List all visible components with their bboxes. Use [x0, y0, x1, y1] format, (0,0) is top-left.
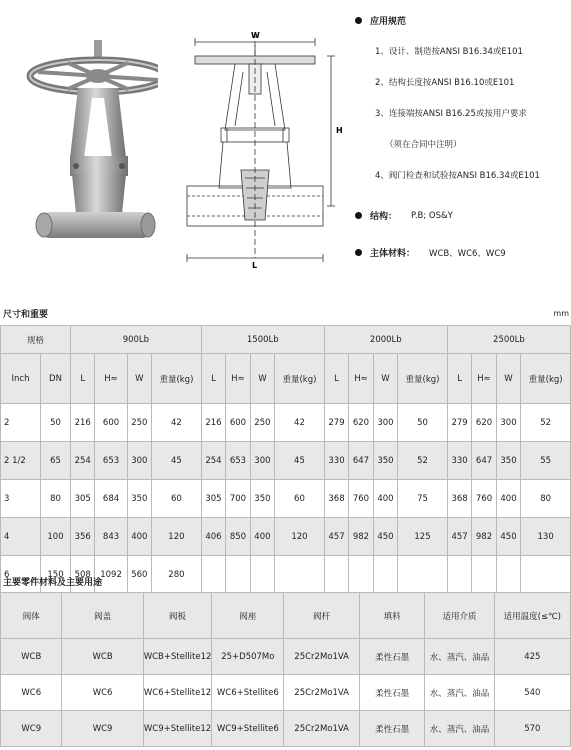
table-cell: 350 [496, 442, 520, 480]
class-header: 900Lb [71, 326, 202, 354]
table-cell: 50 [398, 404, 448, 442]
table-cell: WC9 [62, 711, 143, 747]
table-cell: 25Cr2Mo1VA [284, 639, 360, 675]
table-cell [226, 556, 250, 594]
table-cell: 45 [152, 442, 202, 480]
table-cell: 279 [447, 404, 471, 442]
mat-col-header: 阀座 [212, 593, 284, 639]
col-header: H≈ [95, 354, 127, 404]
table-cell: 125 [398, 518, 448, 556]
table-cell: 600 [95, 404, 127, 442]
table-cell: 356 [71, 518, 95, 556]
table-cell: 508 [71, 556, 95, 594]
size-header: 规格 [1, 326, 71, 354]
spec-item: 2、结构长度按ANSI B16.10或E101 [375, 78, 515, 88]
inch-cell: 3 [1, 480, 41, 518]
unit-label: mm [553, 309, 569, 318]
valve-photo [8, 38, 158, 263]
inch-cell: 2 [1, 404, 41, 442]
structure-row [355, 209, 570, 222]
table-cell: 368 [324, 480, 348, 518]
spec-item: 4、阀门检查和试验按ANSI B16.34或E101 [375, 171, 540, 181]
inch-cell: 4 [1, 518, 41, 556]
table-cell: 368 [447, 480, 471, 518]
table-cell: 760 [472, 480, 496, 518]
table-cell: 216 [201, 404, 225, 442]
table-cell: 843 [95, 518, 127, 556]
table-cell [250, 556, 274, 594]
table-cell: 647 [349, 442, 373, 480]
table-cell: 50 [41, 404, 71, 442]
table-cell: 400 [373, 480, 397, 518]
table-cell: WC9 [1, 711, 62, 747]
table-cell: 45 [275, 442, 325, 480]
table-cell: 330 [324, 442, 348, 480]
material-value: WCB、WC6、WC9 [429, 248, 506, 259]
col-header: W [373, 354, 397, 404]
table-cell: 982 [349, 518, 373, 556]
inch-cell: 6 [1, 556, 41, 594]
table-cell: 982 [472, 518, 496, 556]
table-cell: 水、蒸汽、油品 [425, 639, 494, 675]
class-header: 1500Lb [201, 326, 324, 354]
table-cell: 350 [373, 442, 397, 480]
table-cell: 254 [71, 442, 95, 480]
table-cell [201, 556, 225, 594]
table-cell: 300 [496, 404, 520, 442]
table-cell: 52 [398, 442, 448, 480]
table-cell: 406 [201, 518, 225, 556]
table-cell: 653 [95, 442, 127, 480]
mat-col-header: 适用介质 [425, 593, 494, 639]
table-cell: WC9+Stellite6 [212, 711, 284, 747]
col-header: W [127, 354, 151, 404]
table-cell: WCB [62, 639, 143, 675]
table-cell: 150 [41, 556, 71, 594]
col-header: L [324, 354, 348, 404]
table-cell: 450 [496, 518, 520, 556]
col-header: L [71, 354, 95, 404]
col-header: H≈ [472, 354, 496, 404]
w-dimension-label: W [251, 31, 260, 40]
table-cell: 300 [127, 442, 151, 480]
table-cell: WC9+Stellite12 [143, 711, 212, 747]
table-cell: 25+D507Mo [212, 639, 284, 675]
table-cell [398, 556, 448, 594]
table-row [1, 639, 571, 675]
table-cell: 水、蒸汽、油品 [425, 675, 494, 711]
table-cell: 120 [152, 518, 202, 556]
table-cell: 647 [472, 442, 496, 480]
table-cell: 684 [95, 480, 127, 518]
table-cell: 75 [398, 480, 448, 518]
col-header: 重量(kg) [521, 354, 571, 404]
table-cell: 457 [324, 518, 348, 556]
mat-col-header: 填料 [360, 593, 425, 639]
table-cell [349, 556, 373, 594]
table-cell: 600 [226, 404, 250, 442]
structure-label: 结构： [370, 212, 398, 222]
bullet-icon [355, 17, 362, 24]
l-dimension-label: L [252, 261, 258, 270]
table-cell: 300 [250, 442, 274, 480]
table-cell: 457 [447, 518, 471, 556]
mats-body [1, 639, 571, 747]
table-cell [324, 556, 348, 594]
col-header: H≈ [226, 354, 250, 404]
col-header: 重量(kg) [152, 354, 202, 404]
mat-col-header: 阀杆 [284, 593, 360, 639]
col-header: L [447, 354, 471, 404]
table-cell: 560 [127, 556, 151, 594]
table-cell: 250 [127, 404, 151, 442]
material-label: 主体材料： [370, 249, 416, 259]
dimensions-table [0, 325, 571, 594]
table-cell: 280 [152, 556, 202, 594]
inch-header: Inch [1, 354, 41, 404]
table-cell: 400 [250, 518, 274, 556]
table-cell: WC6+Stellite12 [143, 675, 212, 711]
table-cell: 80 [41, 480, 71, 518]
col-header: 重量(kg) [398, 354, 448, 404]
table-cell: 350 [127, 480, 151, 518]
table-row [1, 518, 571, 556]
table-row [1, 442, 571, 480]
table-cell: 柔性石墨 [360, 675, 425, 711]
structure-value: P.B; OS&Y [411, 210, 453, 221]
col-header: 重量(kg) [275, 354, 325, 404]
table-cell: 130 [521, 518, 571, 556]
material-row [355, 246, 570, 259]
table-cell: 330 [447, 442, 471, 480]
dn-header: DN [41, 354, 71, 404]
table-cell: 305 [71, 480, 95, 518]
table-row [1, 675, 571, 711]
table-cell: 52 [521, 404, 571, 442]
inch-cell: 2 1/2 [1, 442, 41, 480]
dims-section-title: 尺寸和重要 [3, 310, 49, 320]
table-cell: 60 [275, 480, 325, 518]
table-cell: 60 [152, 480, 202, 518]
table-cell: 350 [250, 480, 274, 518]
table-cell: 760 [349, 480, 373, 518]
materials-section-title: 主要零件材料及主要用途 [3, 578, 103, 588]
table-cell: WC6 [62, 675, 143, 711]
table-cell: 620 [472, 404, 496, 442]
spec-note: （须在合同中注明） [385, 140, 462, 150]
mat-col-header: 阀板 [143, 593, 212, 639]
table-cell: WC6+Stellite6 [212, 675, 284, 711]
table-cell: 700 [226, 480, 250, 518]
table-cell: 540 [494, 675, 570, 711]
table-cell: 400 [127, 518, 151, 556]
table-cell [496, 556, 520, 594]
table-cell: 254 [201, 442, 225, 480]
h-dimension-label: H [336, 126, 343, 135]
spec-heading [355, 14, 570, 27]
table-cell: 水、蒸汽、油品 [425, 711, 494, 747]
table-row [1, 480, 571, 518]
valve-drawing [175, 20, 345, 270]
table-cell: 620 [349, 404, 373, 442]
col-header: L [201, 354, 225, 404]
spec-panel [355, 14, 570, 283]
table-cell: 1092 [95, 556, 127, 594]
materials-table [0, 592, 571, 747]
spec-item: 1、设计、制造按ANSI B16.34或E101 [375, 47, 523, 57]
mat-col-header: 适用温度(≤℃) [494, 593, 570, 639]
table-cell [373, 556, 397, 594]
dims-body [1, 404, 571, 594]
table-cell: 120 [275, 518, 325, 556]
table-cell: WCB+Stellite12 [143, 639, 212, 675]
table-cell: 80 [521, 480, 571, 518]
table-cell: 850 [226, 518, 250, 556]
table-cell: 300 [373, 404, 397, 442]
table-cell: 653 [226, 442, 250, 480]
table-cell: 55 [521, 442, 571, 480]
table-cell: WC6 [1, 675, 62, 711]
table-cell: 450 [373, 518, 397, 556]
col-header: W [250, 354, 274, 404]
spec-title: 应用规范 [370, 17, 407, 27]
table-cell: 25Cr2Mo1VA [284, 711, 360, 747]
table-cell: 400 [496, 480, 520, 518]
table-cell: 65 [41, 442, 71, 480]
table-cell: WCB [1, 639, 62, 675]
table-cell [521, 556, 571, 594]
col-header: W [496, 354, 520, 404]
table-row [1, 711, 571, 747]
table-cell [447, 556, 471, 594]
table-cell: 279 [324, 404, 348, 442]
mat-col-header: 阀体 [1, 593, 62, 639]
table-cell: 100 [41, 518, 71, 556]
mat-col-header: 阀盖 [62, 593, 143, 639]
table-cell: 250 [250, 404, 274, 442]
table-cell: 570 [494, 711, 570, 747]
bullet-icon [355, 249, 362, 256]
table-cell [472, 556, 496, 594]
table-cell: 柔性石墨 [360, 711, 425, 747]
class-header: 2500Lb [447, 326, 570, 354]
table-cell: 42 [275, 404, 325, 442]
table-row [1, 404, 571, 442]
table-cell: 216 [71, 404, 95, 442]
table-cell: 42 [152, 404, 202, 442]
table-cell: 425 [494, 639, 570, 675]
table-cell: 柔性石墨 [360, 639, 425, 675]
spec-item: 3、连接端按ANSI B16.25或按用户要求 [375, 109, 527, 119]
table-cell: 25Cr2Mo1VA [284, 675, 360, 711]
class-header: 2000Lb [324, 326, 447, 354]
bullet-icon [355, 212, 362, 219]
col-header: H≈ [349, 354, 373, 404]
table-cell: 305 [201, 480, 225, 518]
table-cell [275, 556, 325, 594]
